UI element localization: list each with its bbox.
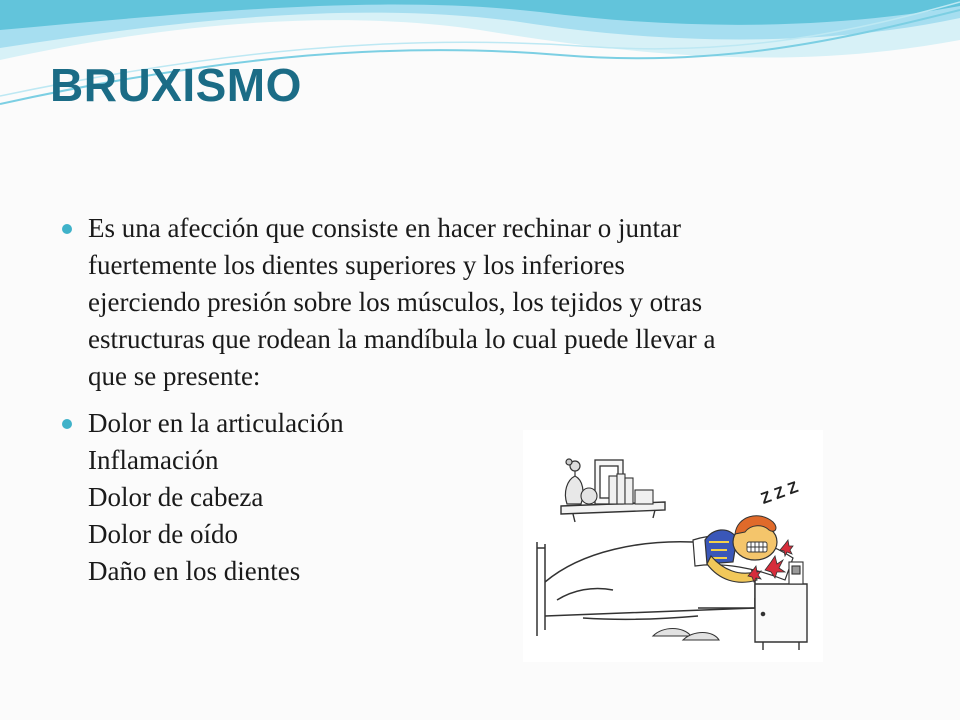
symptom-item: Dolor en la articulación bbox=[88, 408, 344, 438]
round-object bbox=[581, 488, 597, 504]
symptom-item: Inflamación bbox=[88, 445, 219, 475]
symptom-item: Dolor de oído bbox=[88, 519, 238, 549]
teeth-grinding-icon bbox=[747, 542, 767, 552]
symptom-item: Dolor de cabeza bbox=[88, 482, 264, 512]
nightstand bbox=[755, 584, 807, 650]
snore-text: Z Z Z bbox=[758, 478, 801, 508]
bullet-dot bbox=[62, 224, 72, 234]
bullet-definition bbox=[62, 210, 902, 395]
alarm-clock-icon bbox=[789, 562, 803, 584]
text-line: ejerciendo presión sobre los músculos, los tejidos y otras bbox=[88, 287, 703, 317]
slide-title: BRUXISMO bbox=[50, 59, 302, 111]
text-line: Es una afección que consiste en hacer rechinar o juntar bbox=[88, 213, 681, 243]
bullet-dot bbox=[62, 419, 72, 429]
bruxism-illustration bbox=[523, 430, 823, 662]
text-line: estructuras que rodean la mandíbula lo cual puede llevar a bbox=[88, 324, 716, 354]
text-line: fuertemente los dientes superiores y los inferiores bbox=[88, 250, 625, 280]
text-line: que se presente: bbox=[88, 361, 261, 391]
symptom-item: Daño en los dientes bbox=[88, 556, 301, 586]
